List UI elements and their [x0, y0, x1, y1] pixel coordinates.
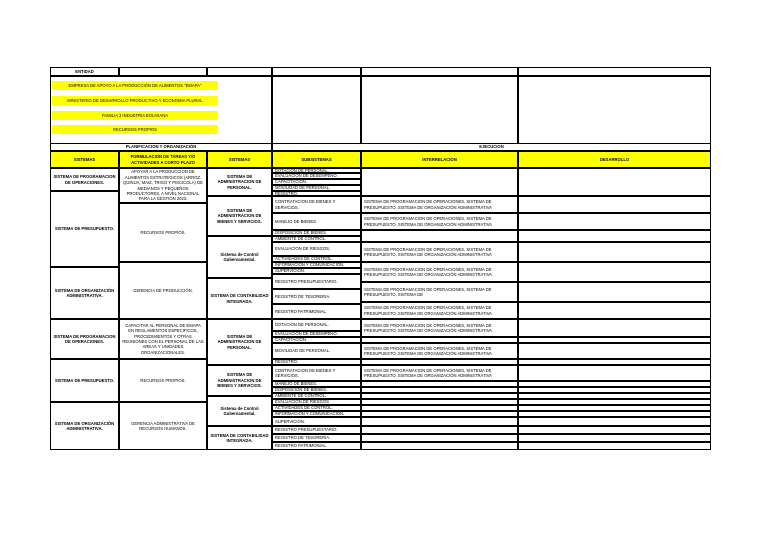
- empty-cell[interactable]: [518, 242, 711, 262]
- block2-interrelacion-1[interactable]: SISTEMA DE PROGRAMACION DE OPERACIONES, SISTEMA DE PRESUPUESTO, SISTEMA DE ORGANIZACIÓN ADMINISTRATIVA: [361, 319, 518, 337]
- block2-sistema-presupuesto[interactable]: SISTEMA DE PRESUPUESTO.: [50, 359, 119, 402]
- block1-sub-contratacion[interactable]: CONTRATACION DE BIENES Y SERVICIOS.: [272, 196, 361, 213]
- block2-sub-registro-presupuestario[interactable]: REGISTRO PRESUPUESTARIO.: [272, 426, 361, 434]
- empty-cell[interactable]: [518, 319, 711, 337]
- block1-interrelacion-6[interactable]: SISTEMA DE PROGRAMACION DE OPERACIONES, SISTEMA DE PRESUPUESTO, SISTEMA DE ORGANIZACIÓN ADMINISTRATIVA: [361, 302, 518, 319]
- empty-cell[interactable]: [361, 426, 518, 434]
- empty-cell[interactable]: [518, 343, 711, 359]
- block1-sistema-bienes[interactable]: SISTEMA DE ADMINISTRACION DE BIENES Y SERVICIOS.: [207, 196, 272, 236]
- block1-sistema-contabilidad[interactable]: SISTEMA DE CONTABILIDAD INTEGRADA.: [207, 278, 272, 319]
- block1-sub-disposicion[interactable]: DISPOSICION DE BIENES.: [272, 230, 361, 236]
- col-header-subsistemas[interactable]: SUBSISTEMAS: [272, 151, 361, 168]
- block1-sub-evaluacion[interactable]: EVALUACION DE DESEMPEÑO.: [272, 173, 361, 179]
- block1-formulacion-gerencia[interactable]: GERENCIA DE PRODUCCIÓN.: [119, 262, 207, 319]
- block2-formulacion-gerencia[interactable]: GERENCIA ADMINISTRATIVA DE RECURSOS HUMANOS.: [119, 402, 207, 450]
- empty-cell[interactable]: [518, 365, 711, 381]
- empty-cell[interactable]: [518, 213, 711, 230]
- block2-sub-informacion[interactable]: INFORMACION Y COMUNICACIÓN.: [272, 411, 361, 417]
- block2-sub-capacitacion[interactable]: CAPACITACION.: [272, 337, 361, 343]
- resources-label[interactable]: RECURSOS PROPIOS: [52, 125, 218, 134]
- block1-sub-actividades[interactable]: ACTIVIDADES DE CONTROL.: [272, 256, 361, 262]
- block2-sistema-personal[interactable]: SISTEMA DE ADMINISTRACION DE PERSONAL.: [207, 319, 272, 365]
- block2-formulacion-recursos[interactable]: RECURSOS PROPIOS.: [119, 359, 207, 402]
- block2-formulacion-objetivo[interactable]: CAPACITAR AL PERSONAL DE EMAPA EN REGLAMENTOS ESPECIFICOS, PROCEDIMIENTOS Y OTRAS REUNIONES CON EL PERSONAL DE LAS AREAS Y UNIDADES ORGANIZACIONALES.: [119, 319, 207, 359]
- block1-sub-registro[interactable]: REGISTRO.: [272, 191, 361, 196]
- empty-cell[interactable]: [518, 76, 711, 148]
- empty-cell[interactable]: [361, 434, 518, 442]
- block1-interrelacion-2[interactable]: SISTEMA DE PROGRAMACION DE OPERACIONES, SISTEMA DE PRESUPUESTO, SISTEMA DE ORGANIZACIÓN ADMINISTRATIVA: [361, 213, 518, 230]
- empty-cell[interactable]: [361, 76, 518, 148]
- block1-sistema-presupuesto[interactable]: SISTEMA DE PRESUPUESTO.: [50, 191, 119, 267]
- block1-sistema-organizacion[interactable]: SISTEMA DE ORGANIZACIÓN ADMINISTRATIVA.: [50, 267, 119, 319]
- family-name[interactable]: FAMILIA 3 INDUSTRIA BOLIVIANA: [52, 111, 218, 120]
- empty-cell[interactable]: [272, 76, 361, 148]
- block2-sub-disposicion[interactable]: DISPOSICION DE BIENES.: [272, 387, 361, 393]
- block2-sistema-control[interactable]: Sistema de Control Gubernamental.: [207, 396, 272, 426]
- block2-sub-evaluacion[interactable]: EVALUACION DE DESEMPEÑO.: [272, 331, 361, 337]
- block2-sistema-organizacion[interactable]: SISTEMA DE ORGANIZACIÓN ADMINISTRATIVA.: [50, 402, 119, 450]
- empty-cell[interactable]: [361, 168, 518, 196]
- block1-sub-registro-patrimonial[interactable]: REGISTRO PATRIMONIAL.: [272, 304, 361, 319]
- empty-cell[interactable]: [518, 417, 711, 426]
- empty-cell[interactable]: [361, 417, 518, 426]
- block1-sub-registro-tesoreria[interactable]: REGISTRO DE TESORERIA.: [272, 289, 361, 304]
- col-header-sistemas-2[interactable]: SISTEMAS: [207, 151, 272, 168]
- block1-sub-riesgos[interactable]: EVALUACION DE RIESGOS.: [272, 242, 361, 256]
- empty-cell[interactable]: [119, 67, 207, 76]
- empty-cell[interactable]: [518, 168, 711, 196]
- empty-cell[interactable]: [518, 196, 711, 213]
- block2-sub-ambiente[interactable]: AMBIENTE DE CONTROL.: [272, 393, 361, 399]
- block1-sistema-programacion[interactable]: SISTEMA DE PROGRAMACION DE OPERACIONES.: [50, 168, 119, 191]
- block2-sistema-contabilidad[interactable]: SISTEMA DE CONTABILIDAD INTEGRADA.: [207, 426, 272, 450]
- block2-sub-riesgos[interactable]: EVALUACION DE RIESGOS.: [272, 399, 361, 405]
- block1-formulacion-objetivo[interactable]: APOYAR A LA PRODUCCION DE ALIMENTOS ESTRATEGICOS (ARROZ, QUINUA, MAIZ, TRIGO Y PISCICOLA) DE MEDIANOS Y PEQUEÑOS PRODUCTORES, A NIVEL NACIONAL PARA LA GESTION 2023.: [119, 168, 207, 203]
- block2-interrelacion-2[interactable]: SISTEMA DE PROGRAMACION DE OPERACIONES, SISTEMA DE PRESUPUESTO, SISTEMA DE ORGANIZACIÓN ADMINISTRATIVA: [361, 343, 518, 359]
- block2-sub-dotacion[interactable]: DOTACION DE PERSONAL.: [272, 319, 361, 331]
- col-header-formulacion[interactable]: FORMULACION DE TAREAS Y/O ACTIVIDADES A CORTO PLAZO: [119, 151, 207, 168]
- block2-interrelacion-3[interactable]: SISTEMA DE PROGRAMACION DE OPERACIONES, SISTEMA DE PRESUPUESTO, SISTEMA DE ORGANIZACIÓN ADMINISTRATIVA: [361, 365, 518, 381]
- empty-cell[interactable]: [518, 302, 711, 319]
- execution-section-title[interactable]: EJECUCION: [272, 143, 711, 151]
- empty-cell[interactable]: [518, 67, 711, 76]
- block2-sub-movilidad[interactable]: MOVILIDAD DE PERSONAL.: [272, 343, 361, 359]
- planning-section-title[interactable]: PLANIFICACION Y ORGANIZACIÓN: [50, 143, 272, 151]
- block1-interrelacion-3[interactable]: SISTEMA DE PROGRAMACION DE OPERACIONES, SISTEMA DE PRESUPUESTO, SISTEMA DE ORGANIZACIÓN ADMINISTRATIVA: [361, 242, 518, 262]
- ministry-name[interactable]: MINISTERIO DE DESARROLLO PRODUCTIVO Y ECONOMIA PLURAL: [52, 96, 218, 105]
- block1-interrelacion-5[interactable]: SISTEMA DE PROGRAMACION DE OPERACIONES, SISTEMA DE PRESUPUESTO, SISTEMA DE: [361, 282, 518, 302]
- empty-cell[interactable]: [272, 67, 361, 76]
- block1-sistema-control[interactable]: Sistema de Control Gubernamental.: [207, 236, 272, 278]
- block2-sub-manejo[interactable]: MANEJO DE BIENES.: [272, 381, 361, 387]
- col-header-sistemas[interactable]: SISTEMAS: [50, 151, 119, 168]
- block2-sub-actividades[interactable]: ACTIVIDADES DE CONTROL.: [272, 405, 361, 411]
- entity-name[interactable]: EMPRESA DE APOYO A LA PRODUCCIÓN DE ALIMENTOS "EMAPA": [52, 81, 218, 90]
- empty-cell[interactable]: [518, 262, 711, 282]
- block2-sub-registro-tesoreria[interactable]: REGISTRO DE TESORERIA.: [272, 434, 361, 442]
- empty-cell[interactable]: [518, 442, 711, 450]
- block1-sub-ambiente[interactable]: AMBIENTE DE CONTROL.: [272, 236, 361, 242]
- empty-cell[interactable]: [207, 67, 272, 76]
- block2-sub-registro[interactable]: REGISTRO.: [272, 359, 361, 365]
- block2-sistema-programacion[interactable]: SISTEMA DE PROGRAMACION DE OPERACIONES.: [50, 319, 119, 359]
- empty-cell[interactable]: [361, 442, 518, 450]
- block1-sub-supervicion[interactable]: SUPERVICION.: [272, 268, 361, 274]
- block1-sub-capacitacion[interactable]: CAPACITACION.: [272, 179, 361, 185]
- block2-sub-registro-patrimonial[interactable]: REGISTRO PATRIMONIAL.: [272, 442, 361, 450]
- block1-interrelacion-1[interactable]: SISTEMA DE PROGRAMACION DE OPERACIONES, SISTEMA DE PRESUPUESTO, SISTEMA DE ORGANIZACIÓN ADMINISTRATIVA: [361, 196, 518, 213]
- block1-formulacion-recursos[interactable]: RECURSOS PROPIOS.: [119, 203, 207, 262]
- block2-sub-contratacion[interactable]: CONTRATACION DE BIENES Y SERVICIOS.: [272, 365, 361, 381]
- block1-sub-informacion[interactable]: INFORMACION Y COMUNICACIÓN.: [272, 262, 361, 268]
- empty-cell[interactable]: [361, 67, 518, 76]
- block2-sistema-bienes[interactable]: SISTEMA DE ADMINISTRACION DE BIENES Y SERVICIOS.: [207, 365, 272, 396]
- entidad-label[interactable]: ENTIDAD: [50, 67, 119, 76]
- block1-sub-dotacion[interactable]: DOTACION DE PERSONAL.: [272, 168, 361, 173]
- empty-cell[interactable]: [518, 426, 711, 434]
- block1-sub-manejo[interactable]: MANEJO DE BIENES.: [272, 213, 361, 230]
- col-header-interrelacion[interactable]: INTERRELACION: [361, 151, 518, 168]
- block1-sub-registro-presupuestario[interactable]: REGISTRO PRESUPUESTARIO.: [272, 274, 361, 289]
- empty-cell[interactable]: [518, 434, 711, 442]
- empty-cell[interactable]: [361, 230, 518, 242]
- block1-sistema-personal[interactable]: SISTEMA DE ADMINISTRACION DE PERSONAL.: [207, 168, 272, 196]
- block1-interrelacion-4[interactable]: SISTEMA DE PROGRAMACION DE OPERACIONES, SISTEMA DE PRESUPUESTO, SISTEMA DE ORGANIZACIÓN ADMINISTRATIVA: [361, 262, 518, 282]
- empty-cell[interactable]: [518, 230, 711, 242]
- empty-cell[interactable]: [518, 282, 711, 302]
- block2-sub-supervicion[interactable]: SUPERVICION.: [272, 417, 361, 426]
- col-header-desarrollo[interactable]: DESARROLLO: [518, 151, 711, 168]
- block1-sub-movilidad[interactable]: MOVILIDAD DE PERSONAL.: [272, 185, 361, 191]
